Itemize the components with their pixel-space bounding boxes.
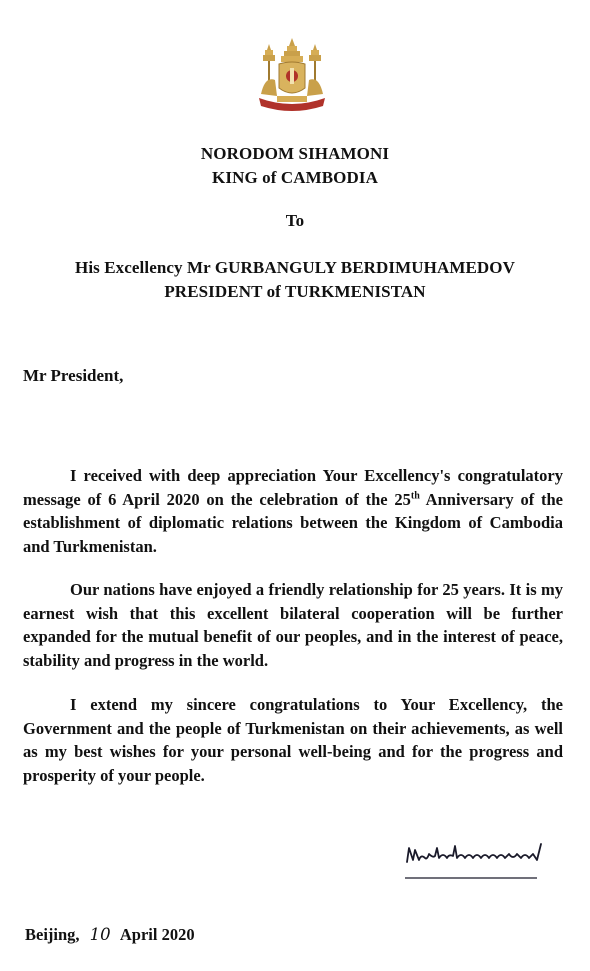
paragraph-1-end: Anniversary of the establishment of diplomatic relations between the Kingdom of Cambodia and Turkmenistan. xyxy=(23,489,564,556)
paragraph-2: Our nations have enjoyed a friendly relationship for 25 years. It is my earnest wish that this excellent bilateral cooperation will be further expanded for the mutual benefit of our peoples, and in the interest of peace, stability and progress in the world. xyxy=(23,580,563,670)
salutation: Mr President, xyxy=(23,366,124,385)
sender-title: KING of CAMBODIA xyxy=(212,168,378,187)
sender-name: NORODOM SIHAMONI xyxy=(200,144,390,163)
to-label: To xyxy=(285,211,305,230)
place-label: Beijing, xyxy=(25,925,80,944)
paragraph-1 xyxy=(23,464,563,558)
ordinal-suffix: th xyxy=(410,490,420,501)
recipient-name: His Excellency Mr GURBANGULY BERDIMUHAMEDOV xyxy=(75,258,515,277)
paragraph-3: I extend my sincere congratulations to Your Excellency, the Government and the people of Turkmenistan on their achievements, as well as my best wishes for your personal well-being and for the progress and prosperity of your people. xyxy=(23,695,563,785)
recipient-title: PRESIDENT of TURKMENISTAN xyxy=(164,282,426,301)
royal-arms-of-cambodia-icon xyxy=(251,36,333,118)
signature-icon xyxy=(403,838,553,886)
handwritten-day: 10 xyxy=(89,925,111,944)
month-year: April 2020 xyxy=(119,925,195,944)
date-line xyxy=(25,925,195,945)
paragraph-1-text: I received with deep appreciation Your Excellency's congratulatory message of 6 April 2020 on the celebration of the 25 xyxy=(23,466,563,509)
